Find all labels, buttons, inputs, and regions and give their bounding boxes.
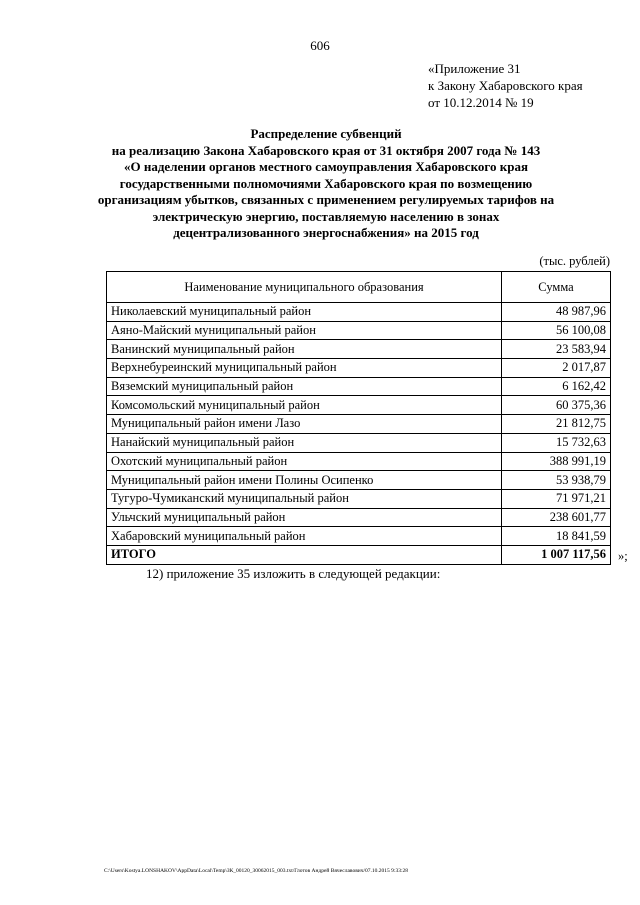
appendix-line-1: «Приложение 31: [428, 61, 521, 76]
total-label: ИТОГО: [107, 545, 502, 564]
page-number: 606: [310, 38, 330, 53]
row-name: Муниципальный район имени Полины Осипенко: [107, 471, 502, 490]
row-name: Аяно-Майский муниципальный район: [107, 321, 502, 340]
table-row: [107, 377, 611, 396]
row-sum: 48 987,96: [502, 303, 611, 322]
title-line: организациям убытков, связанных с применением регулируемых тарифов на: [97, 192, 555, 207]
row-sum: 388 991,19: [502, 452, 611, 471]
table-row: [107, 527, 611, 546]
title-line: на реализацию Закона Хабаровского края от 31 октября 2007 года № 143: [111, 142, 541, 158]
title-line: государственными полномочиями Хабаровского края по возмещению: [119, 175, 533, 191]
table-row: [107, 321, 611, 340]
appendix-line-3: от 10.12.2014 № 19: [428, 95, 534, 110]
title-line: «О наделении органов местного самоуправления Хабаровского края: [124, 159, 528, 174]
row-name: Тугуро-Чумиканский муниципальный район: [107, 489, 502, 508]
table-row: [107, 452, 611, 471]
row-sum: 23 583,94: [502, 340, 611, 359]
row-name: Ульчский муниципальный район: [107, 508, 502, 527]
table-row: [107, 303, 611, 322]
table-row: [107, 396, 611, 415]
total-sum: 1 007 117,56: [502, 545, 611, 564]
title-line: Распределение субвенций: [250, 126, 402, 141]
row-name: Ванинский муниципальный район: [107, 340, 502, 359]
title-line: электрическую энергию, поставляемую населению в зонах: [152, 208, 500, 224]
row-sum: 15 732,63: [502, 433, 611, 452]
row-name: Николаевский муниципальный район: [107, 303, 502, 322]
file-path-footer: C:\Users\Kostya.LONSHAKOV\AppData\Local\Temp\ЗК_00120_30062015_003.txt/Глотов Андрей Вячеславович/07.10.2015 9:33:28: [104, 868, 408, 874]
table-row: [107, 340, 611, 359]
appendix-line-2: к Закону Хабаровского края: [428, 78, 583, 93]
unit-note: (тыс. рублей): [539, 254, 610, 268]
row-sum: 2 017,87: [502, 359, 611, 378]
header-sum: Сумма: [502, 272, 611, 303]
row-sum: 21 812,75: [502, 415, 611, 434]
row-name: Хабаровский муниципальный район: [107, 527, 502, 546]
row-sum: 60 375,36: [502, 396, 611, 415]
total-row: [107, 545, 611, 564]
header-name: Наименование муниципального образования: [107, 272, 502, 303]
closing-quote-mark: »;: [618, 549, 628, 563]
row-name: Охотский муниципальный район: [107, 452, 502, 471]
row-name: Верхнебуреинский муниципальный район: [107, 359, 502, 378]
table-row: [107, 415, 611, 434]
table-row: [107, 471, 611, 490]
amendment-instruction: 12) приложение 35 изложить в следующей редакции:: [146, 566, 441, 581]
row-sum: 238 601,77: [502, 508, 611, 527]
table-header-row: [107, 272, 611, 303]
row-sum: 53 938,79: [502, 471, 611, 490]
table-row: [107, 359, 611, 378]
table-row: [107, 508, 611, 527]
title-line: децентрализованного энергоснабжения» на 2015 год: [173, 225, 479, 240]
row-name: Нанайский муниципальный район: [107, 433, 502, 452]
table-row: [107, 489, 611, 508]
document-title: [40, 126, 612, 242]
row-sum: 6 162,42: [502, 377, 611, 396]
appendix-reference: [428, 60, 583, 111]
row-name: Вяземский муниципальный район: [107, 377, 502, 396]
row-name: Муниципальный район имени Лазо: [107, 415, 502, 434]
row-name: Комсомольский муниципальный район: [107, 396, 502, 415]
subvention-table: [106, 271, 611, 565]
row-sum: 18 841,59: [502, 527, 611, 546]
row-sum: 71 971,21: [502, 489, 611, 508]
table-row: [107, 433, 611, 452]
row-sum: 56 100,08: [502, 321, 611, 340]
